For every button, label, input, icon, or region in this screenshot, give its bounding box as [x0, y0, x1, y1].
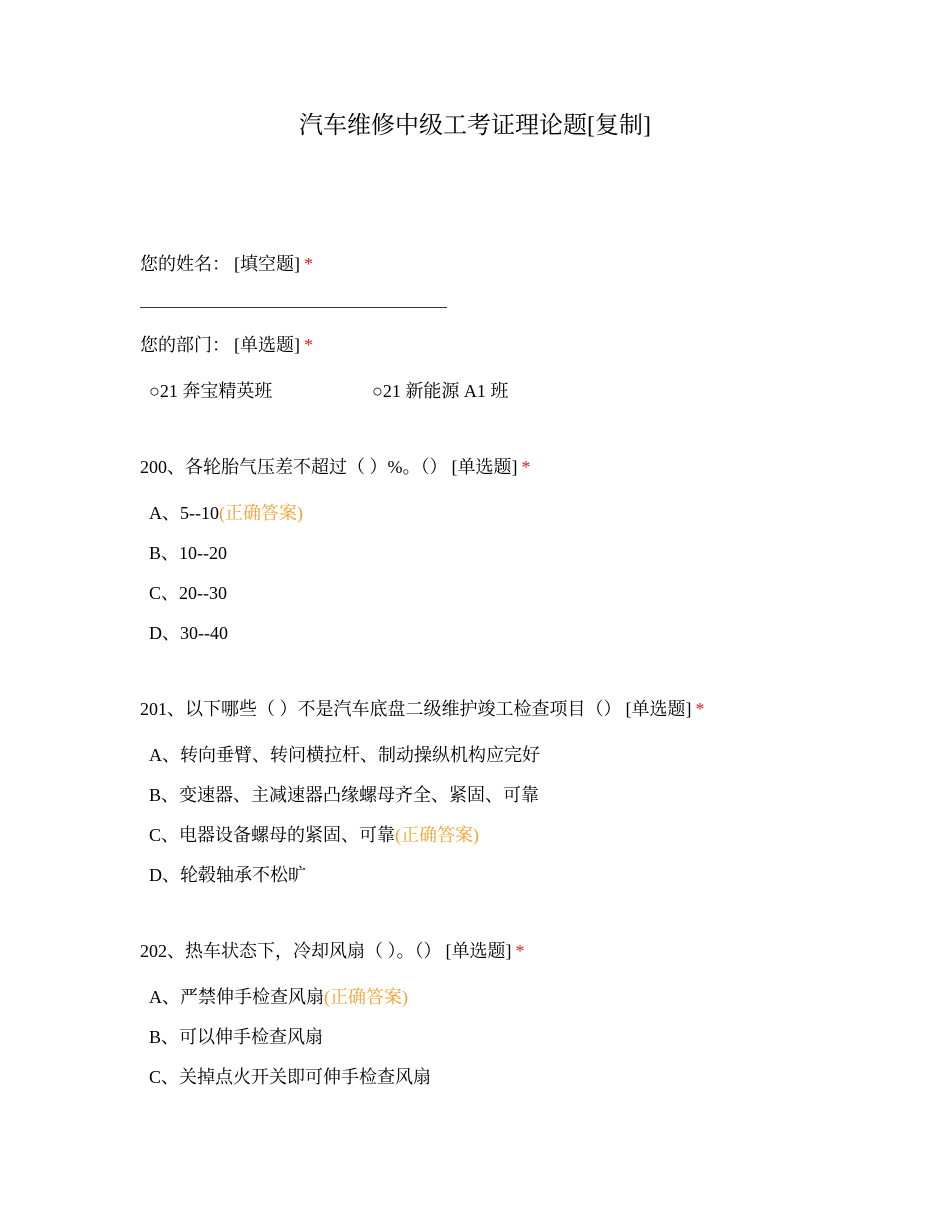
- dept-question-title: [140, 332, 313, 358]
- required-mark: *: [304, 254, 313, 274]
- question-200-label: 200、各轮胎气压差不超过（ ）%。（）: [140, 457, 448, 477]
- required-mark: *: [695, 699, 705, 719]
- name-question-label: 您的姓名：: [140, 254, 230, 274]
- question-type-tag: [单选题]: [625, 699, 692, 719]
- question-202-title: [140, 938, 525, 964]
- question-200-option-a[interactable]: [149, 500, 303, 526]
- dept-option-new-energy[interactable]: ○21 新能源 A1 班: [372, 381, 509, 401]
- question-type-tag: [单选题]: [445, 941, 512, 961]
- question-201-option-c[interactable]: [149, 822, 479, 848]
- question-201-option-d[interactable]: D、轮毂轴承不松旷: [149, 865, 306, 885]
- option-text: A、5--10: [149, 503, 219, 523]
- question-type-tag: [填空题]: [234, 254, 300, 274]
- name-answer-blank[interactable]: [140, 307, 447, 308]
- question-201-title: [140, 696, 705, 722]
- required-mark: *: [304, 335, 313, 355]
- correct-answer-label: (正确答案): [395, 825, 480, 845]
- correct-answer-label: (正确答案): [324, 987, 408, 1007]
- question-200-option-c[interactable]: C、20--30: [149, 583, 227, 603]
- question-200-option-b[interactable]: B、10--20: [149, 543, 227, 563]
- page-title: 汽车维修中级工考证理论题[复制]: [299, 113, 651, 139]
- required-mark: *: [515, 941, 525, 961]
- correct-answer-label: (正确答案): [219, 503, 303, 523]
- question-201-option-a[interactable]: A、转向垂臂、转问横拉杆、制动操纵机构应完好: [149, 745, 540, 765]
- question-202-option-c[interactable]: C、关掉点火开关即可伸手检查风扇: [149, 1067, 432, 1087]
- question-200-option-d[interactable]: D、30--40: [149, 623, 228, 643]
- question-201-label: 201、以下哪些（ ）不是汽车底盘二级维护竣工检查项目（）: [140, 699, 622, 719]
- question-type-tag: [单选题]: [234, 335, 300, 355]
- dept-option-benbao[interactable]: ○21 奔宝精英班: [149, 381, 273, 401]
- question-201-option-b[interactable]: B、变速器、主减速器凸缘螺母齐全、紧固、可靠: [149, 785, 540, 805]
- question-202-label: 202、热车状态下，冷却风扇（ ）。（）: [140, 941, 442, 961]
- name-question-title: [140, 251, 313, 277]
- question-type-tag: [单选题]: [451, 457, 518, 477]
- required-mark: *: [521, 457, 531, 477]
- option-text: C、电器设备螺母的紧固、可靠: [149, 825, 396, 845]
- question-202-option-a[interactable]: [149, 984, 408, 1010]
- question-202-option-b[interactable]: B、可以伸手检查风扇: [149, 1027, 324, 1047]
- question-200-title: [140, 454, 531, 480]
- option-text: A、严禁伸手检查风扇: [149, 987, 324, 1007]
- dept-question-label: 您的部门：: [140, 335, 230, 355]
